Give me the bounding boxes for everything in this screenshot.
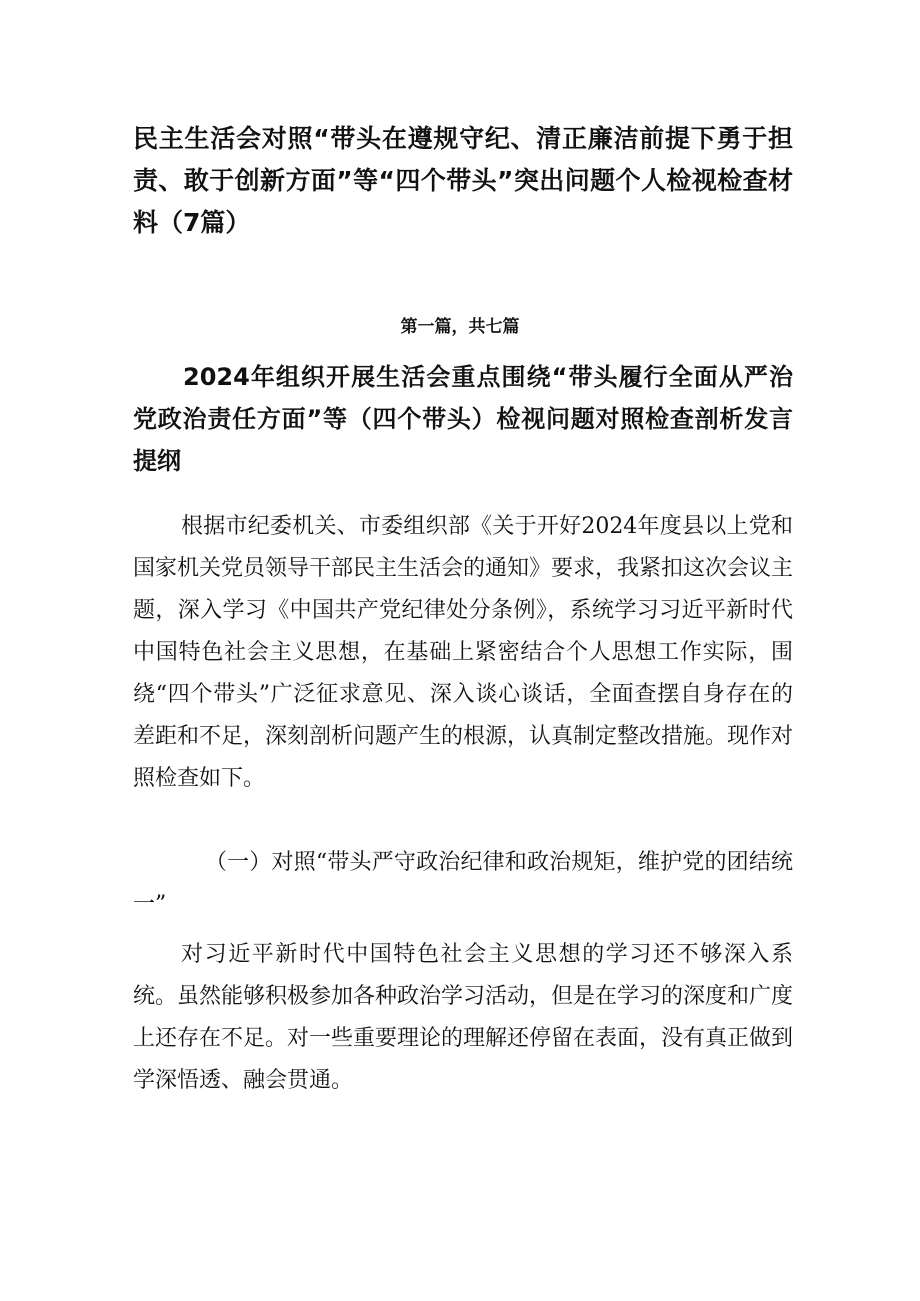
body-paragraph-issue: 对习近平新时代中国特色社会主义思想的学习还不够深入系统。虽然能够积极参加各种政治学习活动，但是在学习的深度和广度上还存在不足。对一些重要理论的理解还停留在表面，没有真正做到学深悟透、融会贯通。: [133, 942, 794, 1093]
document-title: 民主生活会对照“带头在遵规守纪、清正廉洁前提下勇于担责、敢于创新方面”等“四个带头”突出问题个人检视检查材料（7篇）: [133, 124, 793, 237]
body-paragraph-intro: 根据市纪委机关、市委组织部《关于开好2024年度县以上党和国家机关党员领导干部民主生活会的通知》要求，我紧扣这次会议主题，深入学习《中国共产党纪律处分条例》，系统学习习近平新时代中国特色社会主义思想，在基础上紧密结合个人思想工作实际，围绕“四个带头”广泛征求意见、深入谈心谈话，全面查摆自身存在的差距和不足，深刻剖析问题产生的根源，认真制定整改措施。现作对照检查如下。: [133, 514, 794, 791]
part-label: 第一篇，共七篇: [400, 317, 520, 337]
subsection-heading: （一）对照“带头严守政治纪律和政治规矩，维护党的团结统一”: [133, 850, 793, 917]
section-title: 2024年组织开展生活会重点围绕“带头履行全面从严治党政治责任方面”等（四个带头）检视问题对照检查剖析发言提纲: [133, 363, 793, 475]
